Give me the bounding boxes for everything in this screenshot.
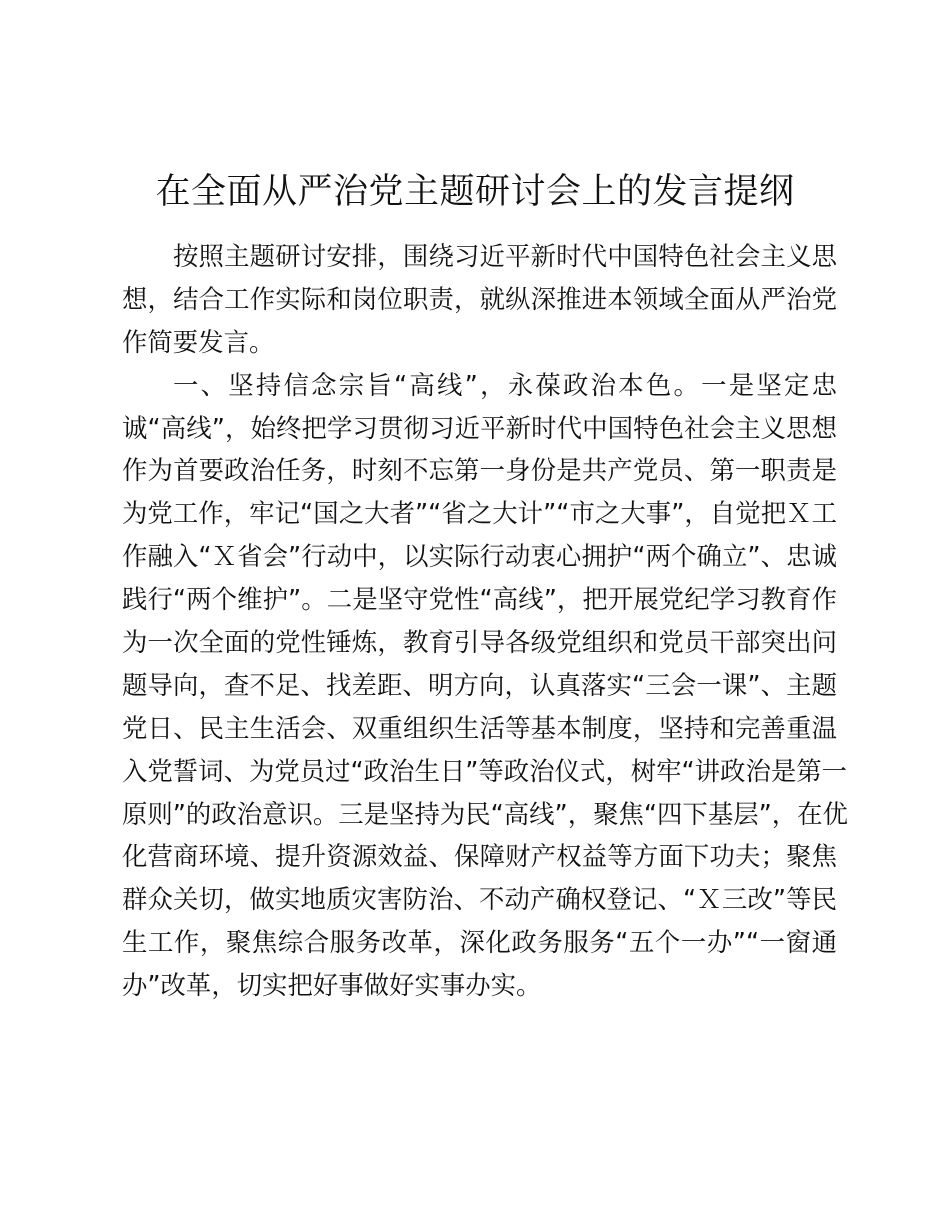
paragraph-line: 作融入“Ｘ省会”行动中，以实际行动衷心拥护“两个确立”、忠诚 [122,541,837,572]
paragraph-line: 为党工作，牢记“国之大者”“省之大计”“市之大事”，自觉把Ｘ工 [122,498,837,529]
paragraph-line: 题导向，查不足、找差距、明方向，认真落实“三会一课”、主题 [122,669,837,700]
paragraph-line: 为一次全面的党性锤炼，教育引导各级党组织和党员干部突出问 [122,627,837,658]
document-body [122,235,848,1007]
paragraph-line: 作简要发言。 [122,326,275,357]
paragraph-line: 入党誓词、为党员过“政治生日”等政治仪式，树牢“讲政治是第一 [122,755,848,786]
paragraph-line: 群众关切，做实地质灾害防治、不动产确权登记、“Ｘ三改”等民 [122,884,837,915]
paragraph-intro [122,235,837,364]
section-heading-line: 一、坚持信念宗旨“高线”，永葆政治本色。一是坚定忠 [173,369,837,400]
paragraph-line: 生工作，聚焦综合服务改革，深化政务服务“五个一办”“一窗通 [122,927,837,958]
document-title: 在全面从严治党主题研讨会上的发言提纲 [155,172,795,212]
paragraph-line: 办”改革，切实把好事做好实事办实。 [122,970,542,1001]
paragraph-line: 作为首要政治任务，时刻不忘第一身份是共产党员、第一职责是 [122,455,837,486]
paragraph-line: 践行“两个维护”。二是坚守党性“高线”，把开展党纪学习教育作 [122,584,837,615]
paragraph-line: 化营商环境、提升资源效益、保障财产权益等方面下功夫；聚焦 [122,841,837,872]
paragraph-section-one [122,364,848,1007]
paragraph-line: 想，结合工作实际和岗位职责，就纵深推进本领域全面从严治党 [122,283,837,314]
paragraph-line: 诚“高线”，始终把学习贯彻习近平新时代中国特色社会主义思想 [122,412,837,443]
paragraph-line: 党日、民主生活会、双重组织生活等基本制度，坚持和完善重温 [122,712,837,743]
paragraph-line: 原则”的政治意识。三是坚持为民“高线”，聚焦“四下基层”，在优 [122,798,848,829]
paragraph-line: 按照主题研讨安排，围绕习近平新时代中国特色社会主义思 [173,241,837,271]
